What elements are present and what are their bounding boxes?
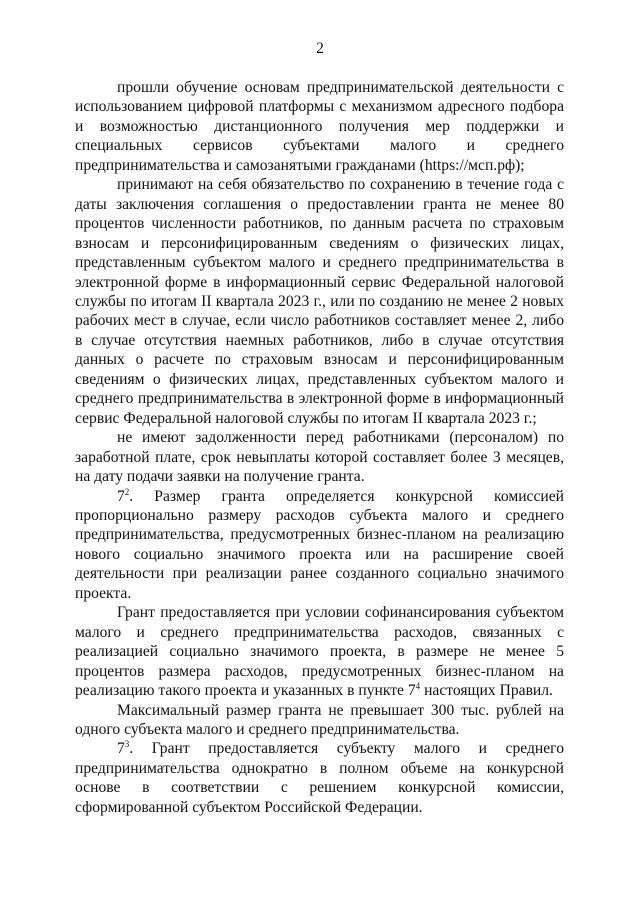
text-line: предпринимательства и самозанятыми гражданами (https://мсп.рф);: [75, 156, 525, 174]
text-line: на одного субъекта малого и среднего предпринимательства.: [75, 701, 564, 738]
text-line: Федеральной налоговой службы по итогам II квартала 2023 г.;: [123, 409, 537, 427]
text-line: 5 процентов размера расходов, предусмотренных бизнес-планом: [75, 643, 564, 680]
text-line: малого и среднего предпринимательства расходов, связанных: [75, 623, 542, 641]
document-body: [75, 78, 564, 817]
paragraph-5: [75, 603, 564, 700]
text-line: предпринимательства однократно в полном объеме на конкурсной основе: [75, 759, 564, 797]
text-line: пропорционально размеру расходов субъекта малого и среднего: [75, 506, 564, 524]
text-line: по заработной плате, срок невыплаты которой составляет более 3 месяцев,: [75, 429, 564, 466]
text-line: представленным субъектом малого и среднего предпринимательства: [75, 254, 550, 272]
text-line: рабочих мест в случае, если число работников составляет менее 2, либо: [75, 312, 564, 330]
paragraph-7: [75, 739, 564, 817]
text-line: на дату подачи заявки на получение гранта.: [75, 468, 365, 486]
text-line: с использованием цифровой платформы с механизмом адресного подбора: [75, 79, 564, 116]
text-line: нового социально значимого проекта или на расширение своей: [75, 545, 564, 563]
text-line: Максимальный размер гранта не превышает 300 тыс. рублей: [117, 701, 542, 719]
paragraph-2: [75, 175, 564, 428]
paragraph-6: [75, 701, 564, 740]
text-line: $7^2$. Размер гранта определяется конкурсной комиссией: [117, 486, 564, 505]
page-number: 2: [316, 40, 324, 57]
text-line: и специальных сервисов субъектами малого и среднего: [75, 117, 565, 155]
text-line: предпринимательства в электронной форме в информационный сервис: [75, 390, 564, 427]
text-line: предпринимательства, предусмотренных бизнес-планом на реализацию: [75, 526, 564, 544]
superscript: 3: [124, 739, 130, 750]
superscript: 2: [124, 486, 130, 497]
text-line: принимают на себя обязательство по сохранению в течение года: [117, 176, 553, 194]
text-line: деятельности при реализации ранее созданного социально значимого: [75, 565, 564, 583]
paragraph-4: [75, 487, 564, 604]
text-line: Грант предоставляется при условии софинансирования субъектом: [117, 604, 564, 622]
text-line: с реализацией социально значимого проекта, в размере не менее: [75, 623, 564, 661]
text-line: проекта.: [75, 584, 132, 602]
text-line: на реализацию такого проекта и указанных в пункте $7^4$ настоящих Правил.: [75, 662, 564, 700]
text-line: не имеют задолженности перед работниками (персоналом): [117, 429, 539, 447]
text-line: взносам и персонифицированным сведениям о физических лицах,: [75, 234, 564, 252]
text-line: в соответствии с решением конкурсной комиссии, сформированной: [75, 779, 564, 816]
text-line: о расчете по страховым взносам и персонифицированным сведениям: [75, 351, 564, 388]
text-line: службы по итогам II квартала 2023 г., или по созданию не менее 2 новых: [75, 292, 564, 310]
text-line: прошли обучение основам предпринимательской деятельности: [117, 79, 550, 96]
text-line: $7^3$. Грант предоставляется субъекту малого и среднего: [117, 739, 564, 758]
paragraph-1: [75, 78, 564, 175]
paragraph-3: [75, 428, 564, 486]
text-line: о физических лицах, представленных субъектом малого и среднего: [75, 370, 564, 408]
text-line: в электронной форме в информационный сервис Федеральной налоговой: [75, 254, 564, 291]
text-line: 80 процентов численности работников, по данным расчета по страховым: [75, 195, 564, 233]
text-line: с даты заключения соглашения о предоставлении гранта не менее: [75, 176, 564, 213]
superscript: 4: [415, 681, 421, 692]
text-line: субъектом Российской Федерации.: [192, 798, 423, 816]
text-line: в случае отсутствия наемных работников, либо в случае отсутствия данных: [75, 331, 564, 369]
text-line: и возможностью дистанционного получения мер поддержки: [75, 117, 540, 135]
